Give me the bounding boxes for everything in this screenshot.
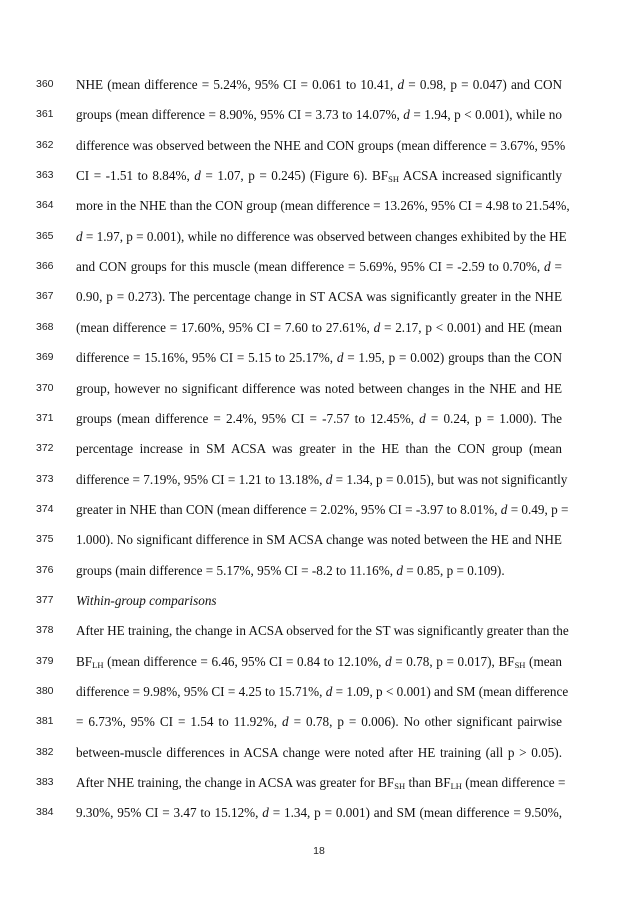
text-line [0,500,638,520]
line-text: Within-group comparisons [76,593,217,608]
line-number: 370 [36,382,54,394]
text-line [0,561,638,581]
text-line [0,75,638,95]
line-number: 371 [36,412,54,424]
line-text: After HE training, the change in ACSA observed for the ST was significantly greater than the [76,623,569,638]
line-text: and CON groups for this muscle (mean difference = 5.69%, 95% CI = -2.59 to 0.70%, d = [76,259,562,274]
line-number: 384 [36,806,54,818]
text-line [0,257,638,277]
line-number: 378 [36,624,54,636]
line-text: 0.90, p = 0.273). The percentage change in ST ACSA was significantly greater in the NHE [76,289,562,304]
text-line [0,196,638,216]
line-text: (mean difference = 17.60%, 95% CI = 7.60 to 27.61%, d = 2.17, p < 0.001) and HE (mean [76,320,562,335]
text-line [0,287,638,307]
line-text: greater in NHE than CON (mean difference = 2.02%, 95% CI = -3.97 to 8.01%, d = 0.49, p = [76,502,569,517]
text-line [0,166,638,186]
page-number: 18 [313,845,325,857]
line-text: 9.30%, 95% CI = 3.47 to 15.12%, d = 1.34, p = 0.001) and SM (mean difference = 9.50%, [76,805,562,820]
line-number: 381 [36,715,54,727]
text-line [0,712,638,732]
text-line [0,591,638,611]
line-number: 379 [36,655,54,667]
line-number: 364 [36,199,54,211]
line-number: 362 [36,139,54,151]
line-text: CI = -1.51 to 8.84%, d = 1.07, p = 0.245) (Figure 6). $BF_{SH}$ ACSA increased significantly [76,168,562,184]
line-text: groups (mean difference = 8.90%, 95% CI = 3.73 to 14.07%, d = 1.94, p < 0.001), while no [76,107,562,122]
line-text: After NHE training, the change in ACSA was greater for $BF_{SH}$ than $BF_{LH}$ (mean difference = [76,775,566,791]
line-number: 361 [36,108,54,120]
line-text: difference = 15.16%, 95% CI = 5.15 to 25.17%, d = 1.95, p = 0.002) groups than the CON [76,350,562,365]
text-line [0,621,638,641]
line-text: between-muscle differences in ACSA change were noted after HE training (all p > 0.05). [76,745,562,760]
line-number: 380 [36,685,54,697]
line-text: = 6.73%, 95% CI = 1.54 to 11.92%, d = 0.78, p = 0.006). No other significant pairwise [76,714,562,729]
line-number: 376 [36,564,54,576]
text-line [0,743,638,763]
text-line [0,652,638,672]
line-text: difference was observed between the NHE and CON groups (mean difference = 3.67%, 95% [76,138,566,153]
line-text: 1.000). No significant difference in SM ACSA change was noted between the HE and NHE [76,532,562,547]
line-number: 382 [36,746,54,758]
line-number: 377 [36,594,54,606]
line-number: 374 [36,503,54,515]
line-number: 369 [36,351,54,363]
line-text: difference = 9.98%, 95% CI = 4.25 to 15.71%, d = 1.09, p < 0.001) and SM (mean difference [76,684,569,699]
line-number: 373 [36,473,54,485]
line-text: groups (mean difference = 2.4%, 95% CI = -7.57 to 12.45%, d = 0.24, p = 1.000). The [76,411,563,426]
line-number: 368 [36,321,54,333]
line-text: percentage increase in SM ACSA was greater in the HE than the CON group (mean [76,441,562,456]
text-line [0,773,638,793]
line-text: NHE (mean difference = 5.24%, 95% CI = 0.061 to 10.41, d = 0.98, p = 0.047) and CON [76,77,562,92]
line-number: 375 [36,533,54,545]
text-line [0,227,638,247]
text-line [0,682,638,702]
line-text: more in the NHE than the CON group (mean difference = 13.26%, 95% CI = 4.98 to 21.54%, [76,198,570,213]
line-number: 365 [36,230,54,242]
text-line [0,439,638,459]
line-number: 372 [36,442,54,454]
text-line [0,136,638,156]
text-line [0,318,638,338]
text-line [0,409,638,429]
text-line [0,348,638,368]
line-number: 383 [36,776,54,788]
line-text: difference = 7.19%, 95% CI = 1.21 to 13.18%, d = 1.34, p = 0.015), but was not significantly [76,472,568,487]
text-line [0,470,638,490]
line-text: groups (main difference = 5.17%, 95% CI = -8.2 to 11.16%, d = 0.85, p = 0.109). [76,563,505,578]
line-number: 363 [36,169,54,181]
line-number: 360 [36,78,54,90]
text-line [0,530,638,550]
text-line [0,105,638,125]
line-number: 367 [36,290,54,302]
text-line [0,379,638,399]
line-text: group, however no significant difference was noted between changes in the NHE and HE [76,381,562,396]
line-text: d = 1.97, p = 0.001), while no difference was observed between changes exhibited by the HE [76,229,567,244]
line-text: $BF_{LH}$ (mean difference = 6.46, 95% CI = 0.84 to 12.10%, d = 0.78, p = 0.017), $BF_{SH}$ (mean [76,654,562,670]
text-line [0,803,638,823]
line-number: 366 [36,260,54,272]
